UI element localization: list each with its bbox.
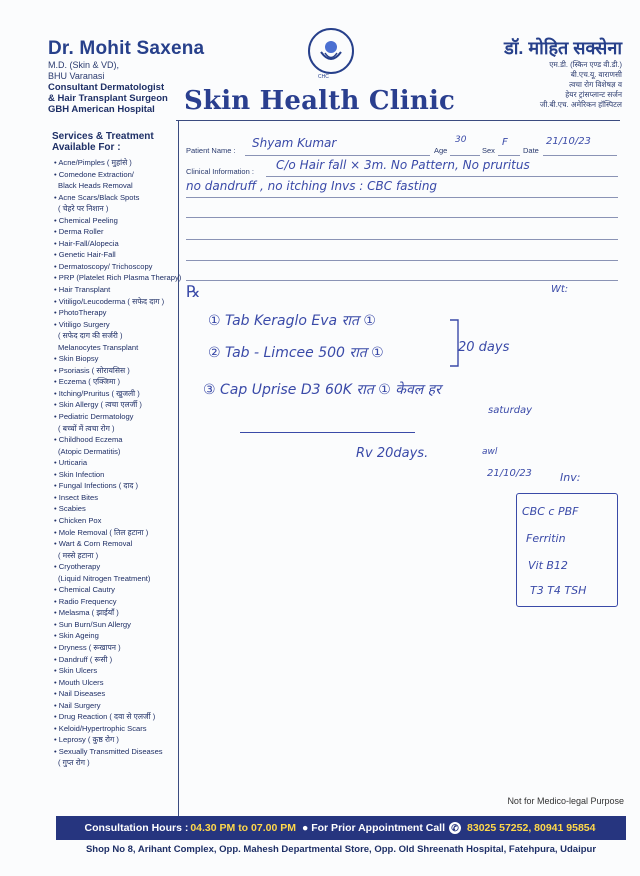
service-item: • Skin Allergy ( त्वचा एलर्जी ) xyxy=(54,400,142,410)
service-item: • PhotoTherapy xyxy=(54,308,107,318)
clinic-address: Shop No 8, Arihant Complex, Opp. Mahesh Departmental Store, Opp. Old Shreenath Hospital, Fatehpura, Udaipur xyxy=(85,844,597,855)
service-item: • Acne Scars/Black Spots xyxy=(54,192,140,202)
service-item: • Itching/Pruritus ( खुजली ) xyxy=(54,388,140,398)
service-item: ( चेहरे पर निशान ) xyxy=(58,204,109,214)
clinical-line-6 xyxy=(186,280,618,281)
rx-item-1: ① Tab Keraglo Eva रात ① xyxy=(208,313,376,329)
service-item: • Chicken Pox xyxy=(54,515,102,525)
service-item: • Chemical Peeling xyxy=(54,215,118,225)
services-heading: Services & Treatment Available For : xyxy=(52,131,154,153)
test-1: CBC c PBF xyxy=(522,505,579,518)
service-item: Melanocytes Transplant xyxy=(58,342,139,352)
doctor-title-3: GBH American Hospital xyxy=(48,104,155,115)
clinic-logo-icon xyxy=(308,28,354,74)
service-item: • Fungal Infections ( दाद ) xyxy=(54,481,139,491)
clinical-line-2 xyxy=(186,197,618,198)
doctor-title-2: & Hair Transplant Surgeon xyxy=(48,93,168,104)
doctor-info-english xyxy=(48,38,204,115)
doctor-university: BHU Varanasi xyxy=(48,71,105,81)
sex-label: Sex xyxy=(482,146,495,155)
service-item: • Scabies xyxy=(54,504,86,514)
doctor-info-hindi xyxy=(504,36,622,110)
service-item: • Nail Diseases xyxy=(54,689,106,699)
service-item: • Leprosy ( कुष्ठ रोग ) xyxy=(54,735,119,745)
service-item: • Chemical Cautry xyxy=(54,585,115,595)
service-item: Black Heads Removal xyxy=(58,181,133,191)
weight-label: Wt: xyxy=(551,284,569,295)
header-divider xyxy=(176,120,620,121)
consultation-bar xyxy=(56,816,626,840)
doctor-hindi-line-5: जी.बी.एच. अमेरिकन हॉस्पिटल xyxy=(539,100,622,109)
doctor-hindi-line-4: हेयर ट्रांसप्लान्ट सर्जन xyxy=(565,90,622,99)
doctor-degree: M.D. (Skin & VD), xyxy=(48,60,120,70)
patient-name-label: Patient Name : xyxy=(186,146,236,155)
doctor-title-1: Consultant Dermatologist xyxy=(48,82,165,93)
service-item: • Insect Bites xyxy=(54,492,99,502)
service-item: • Nail Surgery xyxy=(54,700,101,710)
service-item: • Wart & Corn Removal xyxy=(54,539,133,549)
rx-item-3-day: saturday xyxy=(488,405,533,416)
rx-duration: 20 days xyxy=(458,340,510,355)
service-item: • Eczema ( एक्जिमा ) xyxy=(54,377,121,387)
rx-date: 21/10/23 xyxy=(487,468,532,479)
service-item: • Mole Removal ( तिल हटाना ) xyxy=(54,527,149,537)
service-item: • PRP (Platelet Rich Plasma Therapy) xyxy=(54,273,182,283)
service-item: • Melasma ( झाईयाँ ) xyxy=(54,608,119,618)
rx-item-2: ② Tab - Limcee 500 रात ① xyxy=(208,345,384,361)
service-item: • Dandruff ( रूसी ) xyxy=(54,654,113,664)
service-item: • Sun Burn/Sun Allergy xyxy=(54,619,131,629)
clinical-line-5 xyxy=(186,260,618,261)
service-item: • Childhood Eczema xyxy=(54,435,123,445)
clinical-line-1 xyxy=(266,176,618,177)
clinic-title: Skin Health Clinic xyxy=(184,86,456,116)
service-item: • Dryness ( रूखापन ) xyxy=(54,642,121,652)
service-item: • Urticaria xyxy=(54,458,88,468)
clinic-logo-text: CHC xyxy=(318,74,329,80)
signature-mark: awl xyxy=(482,447,498,457)
service-item: • Skin Ageing xyxy=(54,631,99,641)
age-label: Age xyxy=(434,146,448,155)
test-2: Ferritin xyxy=(526,532,566,545)
service-item: (Liquid Nitrogen Treatment) xyxy=(58,573,151,583)
patient-name-line xyxy=(245,155,430,156)
doctor-hindi-line-2: बी.एच.यू. वाराणसी xyxy=(570,70,622,79)
service-item: • Skin Biopsy xyxy=(54,354,99,364)
clinical-info-line-2: no dandruff , no itching Invs : CBC fasting xyxy=(186,179,438,193)
age-value: 30 xyxy=(455,135,467,145)
patient-name-value: Shyam Kumar xyxy=(252,136,337,150)
date-line xyxy=(543,155,617,156)
column-divider xyxy=(178,120,179,820)
service-item: • Hair Transplant xyxy=(54,285,111,295)
doctor-hindi-line-3: त्वचा रोग विशेषज्ञ व xyxy=(569,80,622,89)
doctor-name: Dr. Mohit Saxena xyxy=(48,38,205,59)
rx-item-3: ③ Cap Uprise D3 60K रात ① केवल हर xyxy=(203,382,441,398)
hours-value: 04.30 PM to 07.00 PM xyxy=(190,822,296,834)
appointment-label: ● For Prior Appointment Call xyxy=(301,822,446,834)
rx-separator xyxy=(240,432,415,433)
service-item: • Mouth Ulcers xyxy=(54,677,104,687)
service-item: • Hair-Fall/Alopecia xyxy=(54,238,119,248)
service-item: • Genetic Hair-Fall xyxy=(54,250,116,260)
service-item: • Acne/Pimples ( मुहांसे ) xyxy=(54,158,132,167)
service-item: ( बच्चों में त्वचा रोग ) xyxy=(58,423,115,433)
service-item: ( मस्से हटाना ) xyxy=(58,550,99,560)
clinical-info-line-1: C/o Hair fall × 3m. No Pattern, No pruritus xyxy=(276,158,530,172)
doctor-name-hindi: डॉ. मोहित सक्सेना xyxy=(504,38,622,58)
phone-numbers[interactable]: 83025 57252, 80941 95854 xyxy=(467,822,596,834)
service-item: • Keloid/Hypertrophic Scars xyxy=(54,723,147,733)
doctor-hindi-line-1: एम.डी. (स्किन एण्ड वी.डी.) xyxy=(549,60,622,69)
test-3: Vit B12 xyxy=(528,559,568,572)
date-value: 21/10/23 xyxy=(546,136,591,147)
sex-line xyxy=(498,155,520,156)
phone-icon: ✆ xyxy=(449,822,461,834)
service-item: • Vitiligo/Leucoderma ( सफेद दाग ) xyxy=(54,296,165,306)
services-list xyxy=(54,157,182,769)
service-item: • Vitiligo Surgery xyxy=(54,319,110,329)
service-item: • Skin Infection xyxy=(54,469,105,479)
test-4: T3 T4 TSH xyxy=(530,584,587,597)
rx-symbol: ℞ xyxy=(186,282,201,301)
service-item: • Radio Frequency xyxy=(54,596,117,606)
clinical-line-4 xyxy=(186,239,618,240)
service-item: • Pediatric Dermatology xyxy=(54,412,134,422)
medico-legal-note: Not for Medico-legal Purpose xyxy=(507,796,624,806)
service-item: • Drug Reaction ( दवा से एलर्जी ) xyxy=(54,712,156,722)
service-item: ( गुप्त रोग ) xyxy=(58,758,90,768)
service-item: • Dermatoscopy/ Trichoscopy xyxy=(54,261,153,271)
investigations-label: Inv: xyxy=(560,471,581,484)
hours-label: Consultation Hours : xyxy=(84,822,189,834)
clinical-line-3 xyxy=(186,217,618,218)
service-item: • Comedone Extraction/ xyxy=(54,169,134,179)
service-item: • Sexually Transmitted Diseases xyxy=(54,746,163,756)
sex-value: F xyxy=(502,137,508,148)
service-item: • Derma Roller xyxy=(54,227,104,237)
service-item: ( सफेद दाग की सर्जरी ) xyxy=(58,331,123,341)
review-note: Rv 20days. xyxy=(356,446,429,461)
date-label: Date xyxy=(523,146,539,155)
service-item: • Psoriasis ( सोरायसिस ) xyxy=(54,365,130,375)
service-item: (Atopic Dermatitis) xyxy=(58,446,121,456)
service-item: • Cryotherapy xyxy=(54,562,101,572)
clinical-info-label: Clinical Information : xyxy=(186,167,254,176)
age-line xyxy=(450,155,480,156)
service-item: • Skin Ulcers xyxy=(54,666,98,676)
